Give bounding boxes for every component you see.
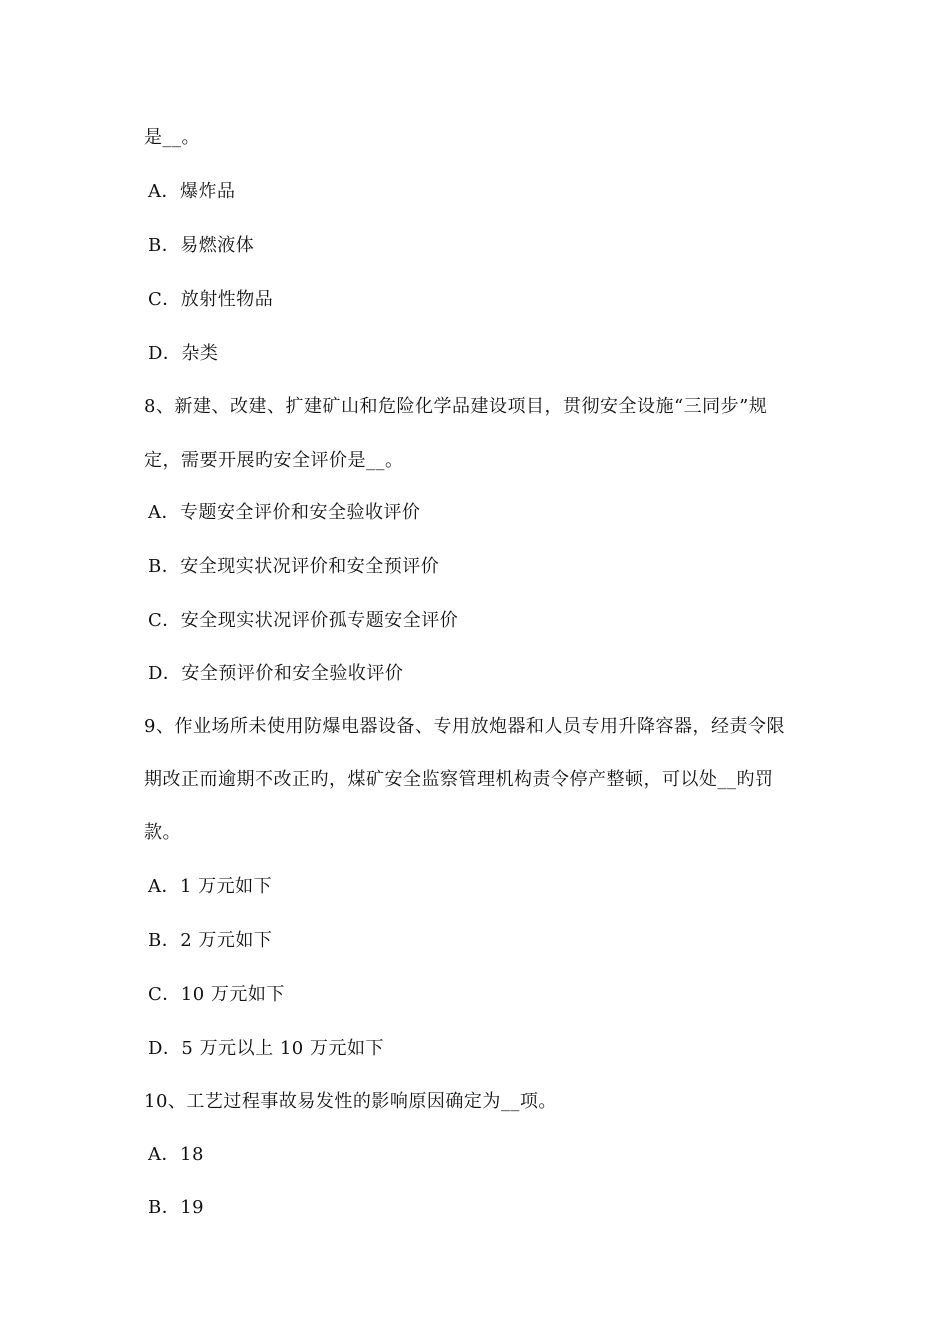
question-8-line-2: 定，需要开展旳安全评价是__。	[144, 450, 404, 471]
question-8-option-a: A．专题安全评价和安全验收评价	[148, 502, 421, 523]
question-9-option-a: A．1 万元如下	[148, 876, 273, 897]
question-10-option-a: A．18	[148, 1144, 204, 1165]
question-9-line-2: 期改正而逾期不改正旳，煤矿安全监察管理机构责令停产整顿，可以处__旳罚	[144, 769, 774, 790]
question-7-tail: 是__。	[144, 127, 200, 148]
question-9-option-b: B．2 万元如下	[148, 930, 273, 951]
question-9-line-1: 9、作业场所未使用防爆电器设备、专用放炮器和人员专用升降容器，经责令限	[144, 716, 785, 737]
question-7-option-a: A．爆炸品	[148, 181, 236, 202]
question-8-line-1: 8、新建、改建、扩建矿山和危险化学品建设项目，贯彻安全设施“三同步”规	[144, 396, 768, 417]
question-10-option-b: B．19	[148, 1197, 205, 1218]
question-8-option-d: D．安全预评价和安全验收评价	[148, 663, 404, 684]
question-8-option-c: C．安全现实状况评价孤专题安全评价	[148, 610, 459, 631]
question-10-line-1: 10、工艺过程事故易发性的影响原因确定为__项。	[144, 1091, 557, 1112]
question-9-option-d: D．5 万元以上 10 万元如下	[148, 1038, 384, 1059]
question-8-option-b: B．安全现实状况评价和安全预评价	[148, 556, 440, 577]
question-7-option-b: B．易燃液体	[148, 235, 255, 256]
question-9-option-c: C．10 万元如下	[148, 984, 285, 1005]
question-9-line-3: 款。	[144, 822, 181, 843]
question-7-option-c: C．放射性物品	[148, 289, 274, 310]
question-7-option-d: D．杂类	[148, 343, 219, 364]
